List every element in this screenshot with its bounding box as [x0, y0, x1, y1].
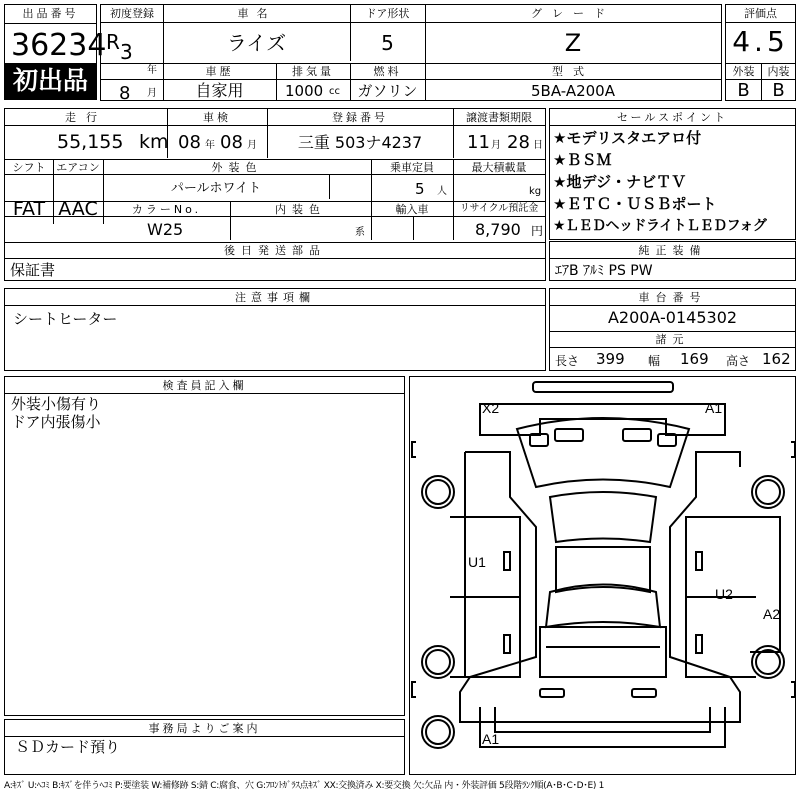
sales-point-item: ★ＬＥＤヘッドライトＬＥＤフォグ [553, 218, 767, 234]
import-label: 輸入車 [395, 203, 429, 216]
mark-u1: U1 [468, 554, 486, 570]
max-load-label: 最大積載量 [471, 161, 527, 174]
dims-height: 162 [762, 350, 791, 368]
recycle-unit: 円 [531, 224, 544, 238]
shift-label: シフト [12, 161, 46, 174]
later-parts-label: 後日発送部品 [224, 244, 326, 257]
score-label: 評価点 [744, 7, 777, 20]
score-ext: B [737, 80, 750, 101]
displacement-value: 1000 [285, 82, 324, 100]
grade-label: グレード [531, 7, 615, 20]
history-value: 自家用 [195, 81, 244, 100]
dims-label: 諸元 [655, 333, 690, 346]
color-no-label: カラーNo. [131, 203, 202, 216]
notes-box [4, 288, 546, 371]
transfer-label: 譲渡書類期限 [466, 111, 532, 124]
inspector-label: 検査員記入欄 [162, 379, 247, 392]
displacement-unit: cc [329, 86, 340, 97]
inspection-year: 08 [178, 132, 201, 153]
shift-value: FAT [12, 198, 46, 220]
displacement-label: 排気量 [292, 65, 334, 78]
car-diagram [410, 377, 797, 776]
mileage-unit: km [139, 131, 169, 153]
later-parts-value: 保証書 [10, 261, 56, 279]
inspection-month-unit: 月 [247, 140, 257, 151]
chassis-value: A200A-0145302 [607, 308, 738, 327]
score-int-label: 内装 [767, 65, 790, 78]
inspection-month: 08 [220, 132, 243, 153]
lot-number: 36234 [11, 28, 107, 63]
dims-height-label: 高さ [726, 354, 751, 368]
dims-length-label: 長さ [555, 354, 580, 368]
doors-label: ドア形状 [365, 7, 410, 20]
mark-a1-rear: A1 [482, 731, 500, 747]
recycle-value: 8,790 [475, 220, 521, 239]
aircon-value: AAC [58, 198, 98, 220]
dims-length: 399 [596, 350, 625, 368]
int-color-label: 内装色 [275, 203, 326, 216]
grade-value: Z [564, 29, 582, 57]
capacity-value: 5 [415, 180, 425, 198]
fuel-label: 燃料 [373, 65, 402, 78]
max-load-unit: kg [529, 186, 542, 197]
lot-label: 出品番号 [22, 7, 79, 20]
sales-points-label: セールスポイント [616, 111, 728, 124]
chassis-box [549, 288, 796, 371]
score-ext-label: 外装 [732, 65, 755, 78]
equipment-value: ｴｱB ｱﾙﾐ PS PW [555, 263, 653, 279]
notes-label: 注意事項欄 [235, 291, 315, 304]
mark-x2: X2 [482, 400, 500, 416]
dims-width: 169 [680, 350, 709, 368]
color-no-value: W25 [147, 220, 184, 239]
details-block [4, 108, 546, 281]
doors-value: 5 [381, 31, 394, 55]
first-reg-year: 3 [120, 40, 133, 64]
mark-u2: U2 [715, 586, 733, 602]
score-box [725, 4, 796, 101]
sales-point-item: ★地デジ・ナビＴＶ [553, 173, 687, 191]
plate-label: 登録番号 [332, 111, 388, 124]
sales-point-item: ★モデリスタエアロ付 [553, 129, 702, 147]
capacity-label: 乗車定員 [390, 161, 434, 174]
recycle-label: リサイクル預託金 [459, 203, 539, 214]
legend-text: A:ｷｽﾞ U:ﾍｺﾐ B:ｷｽﾞを伴うﾍｺﾐ P:要塗装 W:補修跡 S:錆 C:腐食、穴 G:ﾌﾛﾝﾄｶﾞﾗｽ点ｷｽﾞ XX:交換済み X:要交換 欠:欠品 内・外装評価 5段階ﾗﾝｸ順(A･B･C･D･E) 1 [4, 781, 605, 791]
car-name-label: 車名 [237, 7, 276, 20]
score-int: B [772, 80, 785, 101]
mileage-value: 55,155 [57, 131, 124, 153]
aircon-label: エアコン [56, 161, 100, 174]
office-label: 事務局よりご案内 [148, 722, 261, 735]
model-label: 型式 [552, 65, 594, 78]
sales-point-item: ★ＥＴＣ・ＵＳＢポート [553, 195, 717, 213]
chassis-label: 車台番号 [638, 291, 707, 304]
plate-value: 三重 503ナ4237 [297, 133, 423, 152]
first-reg-label: 初度登録 [110, 7, 154, 20]
ext-color-value: パールホワイト [170, 181, 262, 196]
vehicle-info-block [100, 4, 722, 104]
mark-a2: A2 [763, 606, 781, 622]
history-label: 車歴 [205, 65, 234, 78]
sales-points-box [549, 108, 796, 240]
car-diagram-box [409, 376, 796, 775]
inspector-line: ドア内張傷小 [11, 413, 101, 431]
first-listing-badge [5, 63, 96, 99]
equipment-label: 純正装備 [638, 244, 707, 257]
int-color-unit: 系 [355, 227, 365, 238]
ext-color-label: 外装色 [211, 161, 263, 174]
office-value: ＳＤカード預り [15, 738, 121, 756]
dims-width-label: 幅 [648, 354, 661, 368]
transfer-month: 11 [467, 132, 490, 153]
inspection-label: 車検 [203, 111, 231, 124]
mark-a1-front: A1 [705, 400, 723, 416]
inspector-box [4, 376, 405, 716]
first-reg-month: 8 [119, 83, 131, 104]
first-listing-text: 初出品 [12, 66, 88, 95]
inspector-line: 外装小傷有り [11, 395, 102, 413]
mileage-label: 走行 [65, 111, 107, 124]
inspection-year-unit: 年 [205, 140, 215, 151]
car-name-value: ライズ [226, 31, 287, 55]
model-value: 5BA-A200A [530, 82, 615, 100]
office-box [4, 719, 405, 775]
notes-value: シートヒーター [13, 310, 118, 328]
first-reg-month-unit: 月 [147, 88, 157, 99]
sales-point-item: ★ＢＳＭ [553, 151, 612, 169]
capacity-unit: 人 [437, 186, 447, 197]
equipment-box [549, 241, 796, 281]
fuel-value: ガソリン [357, 82, 418, 100]
first-reg-era: R [106, 30, 120, 54]
transfer-day-unit: 日 [533, 140, 543, 151]
transfer-day: 28 [507, 132, 530, 153]
transfer-month-unit: 月 [491, 140, 501, 151]
first-reg-year-unit: 年 [147, 65, 157, 76]
score-value: 4.5 [732, 25, 789, 58]
lot-box [4, 4, 107, 100]
